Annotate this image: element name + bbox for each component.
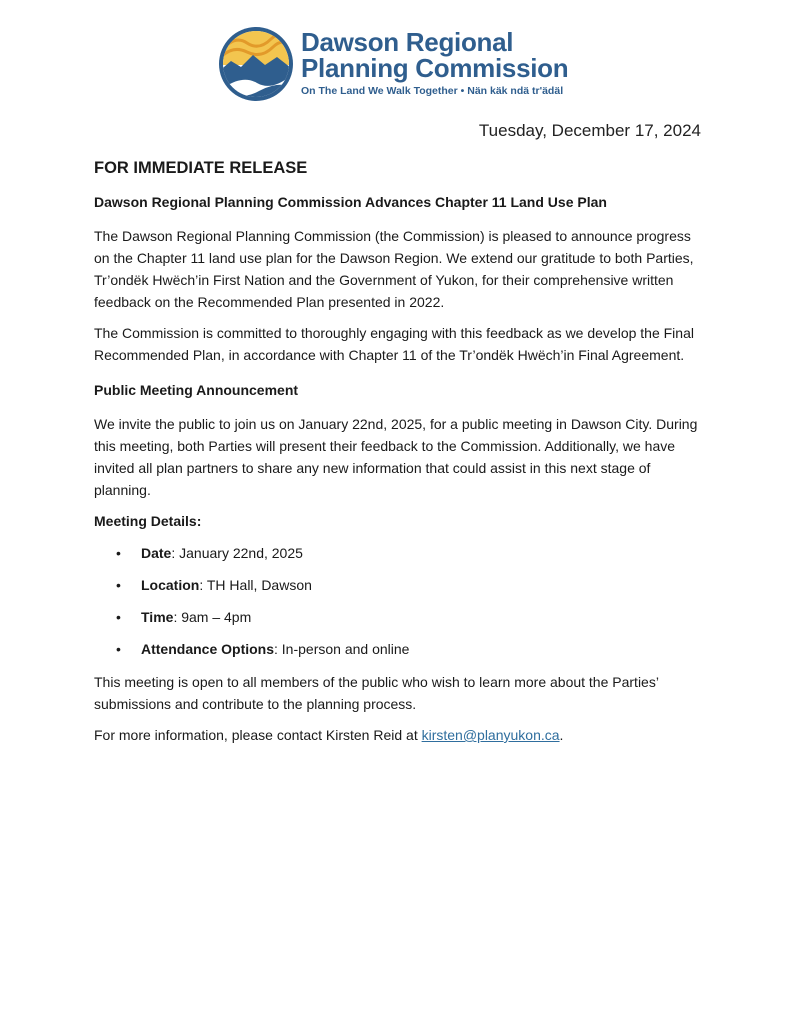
list-item	[94, 575, 706, 595]
contact-paragraph	[94, 724, 706, 746]
detail-value-time: : 9am – 4pm	[173, 609, 252, 625]
closing-paragraph: This meeting is open to all members of the public who wish to learn more about the Parties’ submissions and contribute to the planning process.	[94, 674, 659, 712]
detail-value-location: : TH Hall, Dawson	[199, 577, 312, 593]
list-item	[94, 607, 706, 627]
intro-paragraph: The Dawson Regional Planning Commission (the Commission) is pleased to announce progress on the Chapter 11 land use plan for the Dawson Region. We extend our gratitude to both Parties, Tr’ondëk Hwëch’in First Nation and the Government of Yukon, for their comprehensive written feedback on the Recommended Plan presented in 2022.	[94, 228, 694, 310]
meeting-announcement-heading: Public Meeting Announcement	[94, 382, 299, 398]
list-item	[94, 543, 706, 563]
bullet-icon: •	[116, 545, 121, 561]
detail-value-attendance: : In-person and online	[274, 641, 410, 657]
press-release-body	[94, 158, 706, 755]
contact-prefix: For more information, please contact Kirsten Reid at	[94, 727, 422, 743]
release-label: FOR IMMEDIATE RELEASE	[94, 159, 308, 177]
meeting-announcement-text: We invite the public to join us on January 22nd, 2025, for a public meeting in Dawson City. During this meeting, both Parties will present their feedback to the Commission. Additionally, we have invited all plan partners to share any new information that could assist in this next stage of planning.	[94, 416, 698, 498]
detail-label-attendance: Attendance Options	[141, 641, 275, 657]
org-name-line2: Planning Commission	[301, 53, 569, 83]
detail-label-date: Date	[141, 545, 172, 561]
contact-email-link[interactable]: kirsten@planyukon.ca	[421, 727, 560, 743]
org-name-line1: Dawson Regional	[301, 27, 514, 57]
bullet-icon: •	[116, 641, 121, 657]
brand-block	[301, 29, 601, 97]
bullet-icon: •	[116, 609, 121, 625]
meeting-details-heading: Meeting Details:	[94, 513, 202, 529]
detail-label-time: Time	[141, 609, 174, 625]
list-item	[94, 639, 706, 659]
headline: Dawson Regional Planning Commission Advances Chapter 11 Land Use Plan	[94, 194, 607, 210]
meeting-details-list	[94, 543, 706, 659]
commitment-paragraph: The Commission is committed to thoroughly engaging with this feedback as we develop the Final Recommended Plan, in accordance with Chapter 11 of the Tr’ondëk Hwëch’in Final Agreement.	[94, 325, 694, 363]
release-date: Tuesday, December 17, 2024	[478, 121, 701, 140]
detail-value-date: : January 22nd, 2025	[171, 545, 303, 561]
commission-logo-icon	[217, 25, 295, 103]
org-tagline: On The Land We Walk Together • Nän käk ndä tr'ädäl	[301, 85, 564, 97]
bullet-icon: •	[116, 577, 121, 593]
detail-label-location: Location	[141, 577, 200, 593]
contact-suffix: .	[559, 727, 564, 743]
letterhead	[0, 22, 795, 106]
